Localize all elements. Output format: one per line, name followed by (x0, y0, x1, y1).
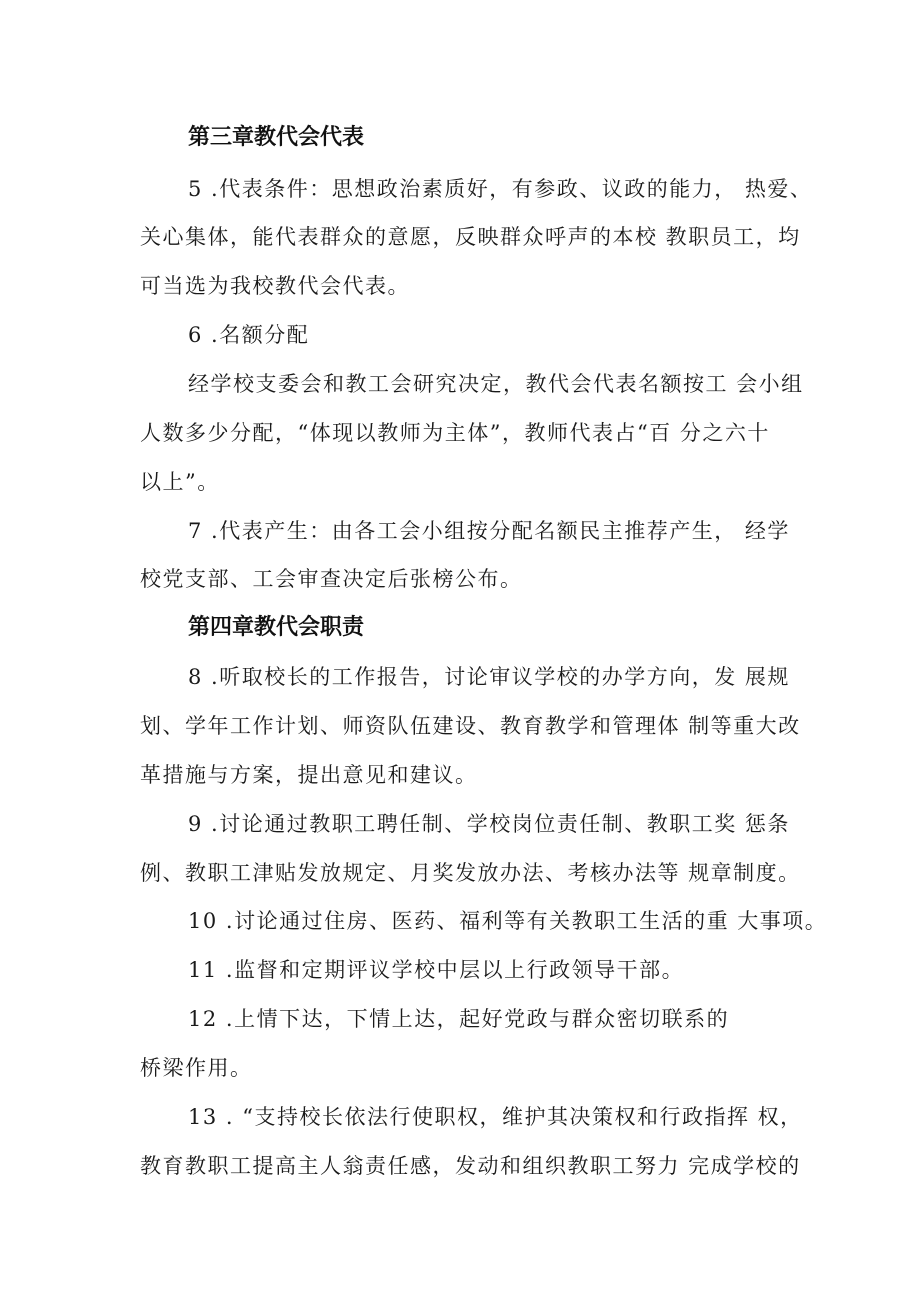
item-8-line-2: 划、学年工作计划、师资队伍建设、教育教学和管理体 制等重大改 (140, 714, 801, 738)
item-13-line-1: 13 . “支持校长依法行使职权，维护其决策权和行政指挥 权， (188, 1105, 803, 1129)
item-6-body-line-2: 人数多少分配，“体现以教师为主体”，教师代表占“百 分之六十 (140, 421, 770, 445)
item-11-line: 11 .监督和定期评议学校中层以上行政领导干部。 (188, 958, 685, 982)
item-5-line-1: 5 .代表条件：思想政治素质好，有参政、议政的能力， 热爱、 (188, 177, 813, 201)
item-12-line-2: 桥梁作用。 (140, 1056, 253, 1080)
item-5-line-2: 关心集体，能代表群众的意愿，反映群众呼声的本校 教职员工，均 (140, 225, 801, 249)
item-5-line-3: 可当选为我校教代会代表。 (140, 274, 410, 298)
item-6-title: 6 .名额分配 (188, 323, 310, 347)
item-10-line: 10 .讨论通过住房、医药、福利等有关教职工生活的重 大事项。 (188, 909, 828, 933)
item-7-line-1: 7 .代表产生：由各工会小组按分配名额民主推荐产生， 经学 (188, 519, 790, 543)
item-8-line-1: 8 .听取校长的工作报告，讨论审议学校的办学方向，发 展规 (188, 665, 790, 689)
item-12-line-1: 12 .上情下达，下情上达，起好党政与群众密切联系的 (188, 1007, 730, 1031)
item-6-body-line-3: 以上”。 (140, 470, 220, 494)
chapter-3-heading: 第三章教代会代表 (188, 125, 365, 150)
item-9-line-2: 例、教职工津贴发放规定、月奖发放办法、考核办法等 规章制度。 (140, 861, 801, 885)
item-7-line-2: 校党支部、工会审查决定后张榜公布。 (140, 567, 523, 591)
item-6-body-line-1: 经学校支委会和教工会研究决定，教代会代表名额按工 会小组 (188, 372, 804, 396)
item-8-line-3: 革措施与方案，提出意见和建议。 (140, 763, 478, 787)
item-9-line-1: 9 .讨论通过教职工聘任制、学校岗位责任制、教职工奖 惩条 (188, 812, 790, 836)
chapter-4-heading: 第四章教代会职责 (188, 615, 365, 640)
item-13-line-2: 教育教职工提高主人翁责任感，发动和组织教职工努力 完成学校的 (140, 1154, 801, 1178)
